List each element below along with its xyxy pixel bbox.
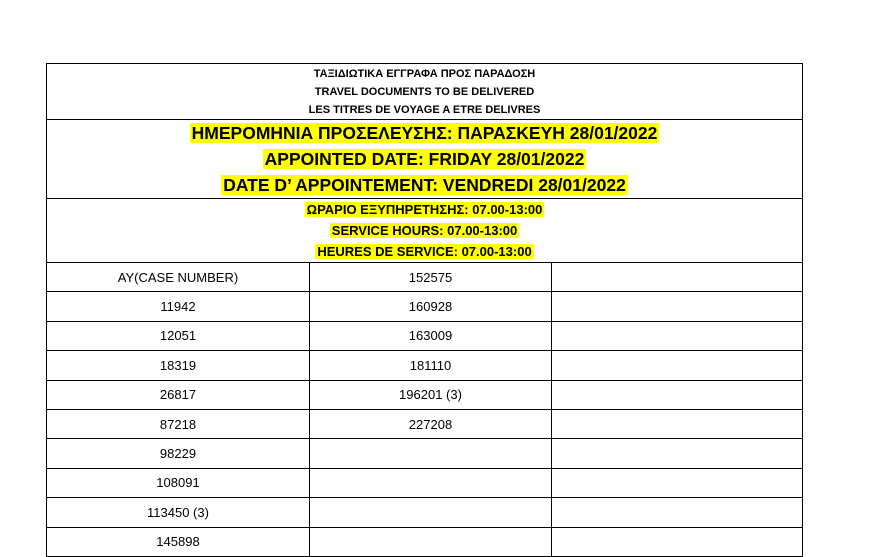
case-cell: 87218	[47, 409, 310, 438]
delivery-table	[46, 63, 803, 557]
title-french: LES TITRES DE VOYAGE A ETRE DELIVRES	[308, 103, 541, 116]
case-cell: 160928	[310, 292, 552, 321]
table-row	[47, 439, 803, 468]
case-cell	[310, 498, 552, 527]
title-greek: ΤΑΞΙΔΙΩΤΙΚΑ ΕΓΓΡΑΦΑ ΠΡΟΣ ΠΑΡΑΔΟΣΗ	[313, 67, 536, 80]
case-cell: 18319	[47, 351, 310, 380]
hours-french: HEURES DE SERVICE: 07.00-13:00	[317, 244, 532, 259]
case-cell	[310, 439, 552, 468]
case-cell: 163009	[310, 321, 552, 350]
title-header	[47, 64, 803, 120]
case-cell	[552, 292, 803, 321]
case-cell: 108091	[47, 468, 310, 497]
case-cell	[552, 380, 803, 409]
table-row	[47, 292, 803, 321]
table-row	[47, 527, 803, 556]
case-cell	[552, 351, 803, 380]
table-row	[47, 263, 803, 292]
document	[46, 63, 802, 557]
case-rows	[47, 263, 803, 557]
table-row	[47, 351, 803, 380]
hours-header	[47, 199, 803, 263]
case-cell	[552, 468, 803, 497]
case-cell: 152575	[310, 263, 552, 292]
title-english: TRAVEL DOCUMENTS TO BE DELIVERED	[314, 85, 535, 98]
table-row	[47, 498, 803, 527]
case-cell	[552, 527, 803, 556]
case-cell	[310, 468, 552, 497]
case-cell: 145898	[47, 527, 310, 556]
case-cell	[552, 409, 803, 438]
case-cell	[310, 527, 552, 556]
case-cell	[552, 263, 803, 292]
case-cell: 181110	[310, 351, 552, 380]
date-french: DATE D’ APPOINTEMENT: VENDREDI 28/01/2022	[223, 175, 626, 195]
date-greek: ΗΜΕΡΟΜΗΝΙΑ ΠΡΟΣΕΛΕΥΣΗΣ: ΠΑΡΑΣΚΕΥΗ 28/01/2022	[191, 123, 658, 143]
table-row	[47, 380, 803, 409]
hours-greek: ΩΡΑΡΙΟ ΕΞΥΠΗΡΕΤΗΣΗΣ: 07.00-13:00	[306, 202, 543, 217]
table-row	[47, 468, 803, 497]
date-header	[47, 120, 803, 199]
case-cell: 196201 (3)	[310, 380, 552, 409]
table-row	[47, 409, 803, 438]
case-cell: 227208	[310, 409, 552, 438]
date-english: APPOINTED DATE: FRIDAY 28/01/2022	[264, 149, 585, 169]
case-cell: AY(CASE NUMBER)	[47, 263, 310, 292]
hours-english: SERVICE HOURS: 07.00-13:00	[331, 223, 518, 238]
case-cell: 113450 (3)	[47, 498, 310, 527]
case-cell: 11942	[47, 292, 310, 321]
case-cell	[552, 439, 803, 468]
case-cell: 98229	[47, 439, 310, 468]
case-cell: 26817	[47, 380, 310, 409]
case-cell	[552, 321, 803, 350]
case-cell: 12051	[47, 321, 310, 350]
case-cell	[552, 498, 803, 527]
table-row	[47, 321, 803, 350]
